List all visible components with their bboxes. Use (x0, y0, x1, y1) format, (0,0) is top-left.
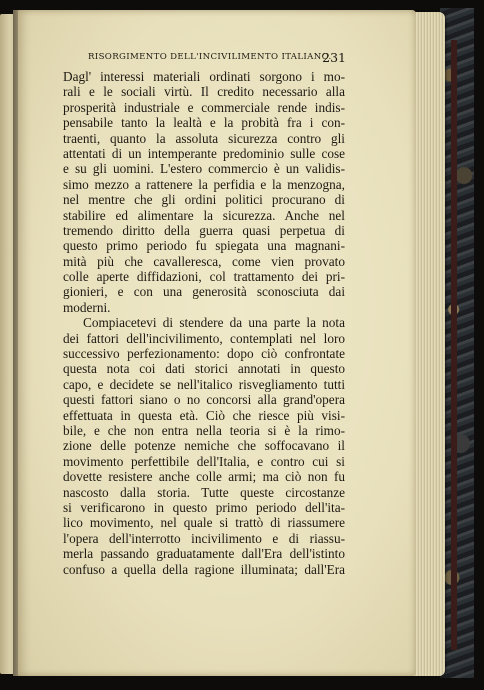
text-line: merla passando graduatamente dall'Era dell'istinto (63, 546, 345, 562)
text-line: prosperità industriale e commerciale rende indis- (63, 99, 345, 115)
text-line: zione delle potenze nemiche che soffocavano il (63, 438, 345, 454)
text-line: moderni. (63, 299, 111, 315)
text-line: tremendo diritto della guerra quasi perpetua di (63, 222, 345, 238)
text-line: effettuata in questa età. Ciò che riesce più visi- (63, 407, 345, 423)
text-line: confuso a quella della ragione illuminata; dall'Era (63, 561, 345, 577)
text-line: gionieri, e con una generosità sconosciuta dai (63, 284, 345, 300)
text-line: colle aperte diffidazioni, col trattamento dei pri- (63, 269, 345, 285)
paragraph (63, 69, 345, 315)
text-line: nascosto dalla storia. Tutte queste circostanze (63, 484, 345, 500)
page-number: 231 (322, 50, 346, 65)
text-line: dei fattori dell'incivilimento, contemplati nel loro (63, 330, 345, 346)
cover-edge-strip (451, 40, 457, 650)
text-line: bile, e che non entra nella teoria si è la rimo- (63, 422, 345, 438)
text-line: lico movimento, nel quale si trattò di riassumere (63, 515, 345, 531)
text-line: Dagl' interessi materiali ordinati sorgono i mo- (63, 69, 345, 84)
marbled-cover-board (440, 8, 474, 678)
text-line: questi fattori siano o no concorsi alla grand'opera (63, 392, 345, 408)
text-line: nel mentre che gli ordini politici procurano di (63, 192, 345, 208)
running-header: RISORGIMENTO DELL'INCIVILIMENTO ITALIANO. (88, 52, 332, 62)
text-line: capo, e decidete se nell'italico risvegliamento tutti (63, 376, 345, 392)
text-line: questo primo periodo fu spiegata una magnani- (63, 238, 345, 254)
text-line: stabilire ed alimentare la sicurezza. Anche nel (63, 207, 345, 223)
text-line: pensabile tanto la lealtà e la probità fra i con- (63, 115, 345, 131)
text-line: mità più che cavalleresca, come vien provato (63, 253, 345, 269)
text-line: e su gli uomini. L'estero commercio è un validis- (63, 161, 345, 177)
text-line: questa nota coi dati storici annotati in questo (63, 361, 345, 377)
text-line: si verificarono in questo primo periodo dell'ita- (63, 499, 345, 515)
text-line: rali e le sociali virtù. Il credito necessario alla (63, 84, 345, 100)
text-line: l'opera dell'interrotto incivilimento e di riassu- (63, 530, 345, 546)
text-line: dovette resistere anche colle armi; ma ciò non fu (63, 469, 345, 485)
text-line: movimento perfettibile dell'Italia, e contro cui si (63, 453, 345, 469)
paragraph (63, 315, 345, 577)
text-line: Compiacetevi di stendere da una parte la nota (83, 315, 345, 331)
text-line: traenti, quanto la assoluta sicurezza contro gli (63, 130, 345, 146)
text-line: simo mezzo a rattenere la perfidia e la menzogna, (63, 176, 345, 192)
text-line: successivo perfezionamento: dopo ciò confrontate (63, 346, 345, 362)
text-line: attentati di un intemperante predominio sulle cose (63, 145, 345, 161)
page-body-text (63, 69, 345, 577)
